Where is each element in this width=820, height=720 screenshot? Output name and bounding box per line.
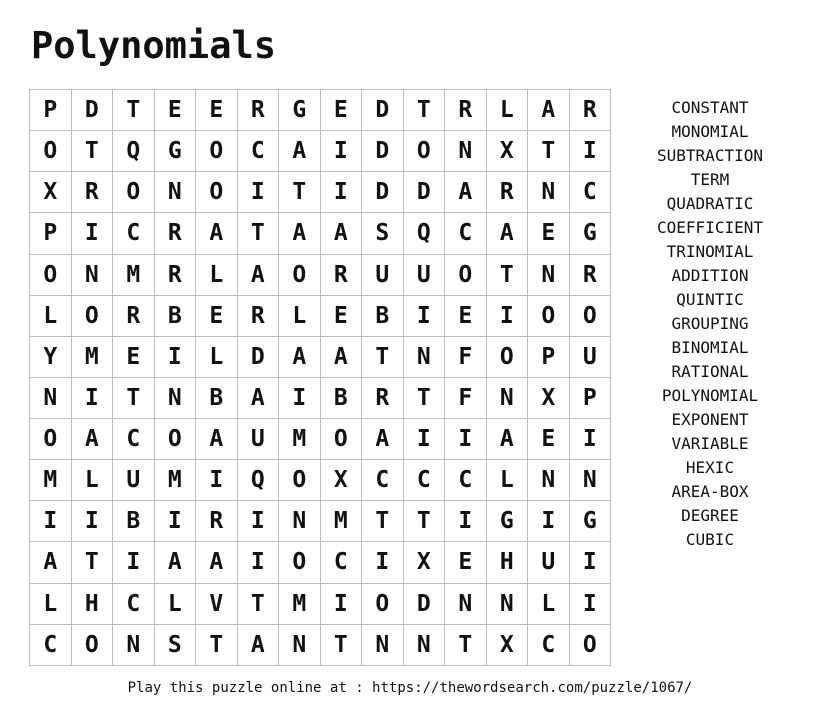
grid-cell: P [570, 378, 612, 419]
grid-cell: M [279, 584, 321, 625]
grid-cell: C [528, 625, 570, 666]
grid-cell: E [528, 213, 570, 254]
grid-cell: T [238, 584, 280, 625]
grid-cell: R [155, 255, 197, 296]
grid-cell: D [362, 172, 404, 213]
grid-cell: O [279, 542, 321, 583]
grid-cell: D [238, 337, 280, 378]
grid-cell: R [487, 172, 529, 213]
grid-cell: M [155, 460, 197, 501]
grid-cell: E [321, 90, 363, 131]
grid-cell: I [238, 542, 280, 583]
grid-cell: C [362, 460, 404, 501]
grid-cell: U [570, 337, 612, 378]
grid-cell: F [445, 378, 487, 419]
grid-cell: G [279, 90, 321, 131]
grid-cell: A [30, 542, 72, 583]
word-list-item: ADDITION [671, 266, 749, 285]
grid-cell: O [445, 255, 487, 296]
grid-cell: T [196, 625, 238, 666]
grid-cell: N [113, 625, 155, 666]
grid-cell: T [113, 378, 155, 419]
grid-cell: T [362, 337, 404, 378]
grid-cell: Y [30, 337, 72, 378]
grid-cell: C [445, 213, 487, 254]
grid-cell: X [404, 542, 446, 583]
grid-cell: M [72, 337, 114, 378]
grid-cell: U [238, 419, 280, 460]
grid-cell: A [279, 337, 321, 378]
grid-cell: O [528, 296, 570, 337]
grid-cell: Q [238, 460, 280, 501]
grid-cell: A [238, 378, 280, 419]
grid-cell: O [570, 296, 612, 337]
grid-cell: I [155, 501, 197, 542]
word-list-item: QUINTIC [676, 290, 744, 309]
grid-cell: R [155, 213, 197, 254]
grid-cell: A [72, 419, 114, 460]
footer-text: Play this puzzle online at : https://thewordsearch.com/puzzle/1067/ [127, 680, 693, 696]
grid-cell: H [487, 542, 529, 583]
grid-cell: T [321, 625, 363, 666]
grid-cell: M [279, 419, 321, 460]
grid-cell: I [528, 501, 570, 542]
grid-cell: R [445, 90, 487, 131]
word-list-item: AREA-BOX [671, 482, 749, 501]
grid-cell: U [528, 542, 570, 583]
grid-cell: L [30, 584, 72, 625]
grid-cell: I [72, 378, 114, 419]
grid-cell: A [487, 419, 529, 460]
grid-cell: N [279, 625, 321, 666]
grid-cell: A [238, 625, 280, 666]
letter-grid [29, 89, 611, 666]
grid-cell: A [445, 172, 487, 213]
grid-cell: T [72, 131, 114, 172]
grid-cell: E [196, 296, 238, 337]
grid-cell: L [30, 296, 72, 337]
grid-cell: C [113, 213, 155, 254]
grid-cell: N [362, 625, 404, 666]
grid-cell: N [528, 460, 570, 501]
grid-cell: E [528, 419, 570, 460]
grid-cell: N [404, 337, 446, 378]
grid-cell: T [404, 501, 446, 542]
grid-cell: A [279, 131, 321, 172]
grid-cell: N [155, 378, 197, 419]
grid-cell: T [279, 172, 321, 213]
grid-cell: M [321, 501, 363, 542]
grid-cell: O [487, 337, 529, 378]
grid-cell: T [404, 90, 446, 131]
grid-cell: D [362, 131, 404, 172]
word-list-item: TRINOMIAL [666, 242, 754, 261]
grid-cell: G [570, 501, 612, 542]
grid-cell: L [487, 90, 529, 131]
grid-cell: M [30, 460, 72, 501]
word-list-item: QUADRATIC [666, 194, 754, 213]
word-list-item: CUBIC [685, 530, 735, 549]
grid-cell: U [404, 255, 446, 296]
grid-cell: L [279, 296, 321, 337]
grid-cell: I [238, 501, 280, 542]
grid-cell: A [196, 213, 238, 254]
grid-cell: G [487, 501, 529, 542]
grid-cell: X [30, 172, 72, 213]
grid-cell: N [445, 131, 487, 172]
grid-cell: R [113, 296, 155, 337]
grid-cell: I [238, 172, 280, 213]
grid-cell: N [487, 584, 529, 625]
grid-cell: T [238, 213, 280, 254]
grid-cell: Q [113, 131, 155, 172]
grid-cell: B [321, 378, 363, 419]
word-list-item: VARIABLE [671, 434, 749, 453]
grid-cell: L [528, 584, 570, 625]
word-list [630, 96, 790, 552]
grid-cell: I [570, 584, 612, 625]
grid-cell: I [570, 131, 612, 172]
grid-cell: C [321, 542, 363, 583]
grid-cell: I [487, 296, 529, 337]
grid-cell: I [196, 460, 238, 501]
grid-cell: A [528, 90, 570, 131]
grid-cell: I [404, 296, 446, 337]
grid-cell: O [570, 625, 612, 666]
grid-cell: I [72, 501, 114, 542]
grid-cell: X [321, 460, 363, 501]
grid-cell: T [72, 542, 114, 583]
grid-cell: T [113, 90, 155, 131]
word-list-item: POLYNOMIAL [661, 386, 759, 405]
grid-cell: B [362, 296, 404, 337]
grid-cell: N [528, 172, 570, 213]
word-list-item: SUBTRACTION [657, 146, 763, 165]
grid-cell: R [196, 501, 238, 542]
grid-cell: Q [404, 213, 446, 254]
grid-cell: D [404, 584, 446, 625]
grid-cell: N [528, 255, 570, 296]
grid-cell: L [196, 337, 238, 378]
grid-cell: A [279, 213, 321, 254]
grid-cell: E [196, 90, 238, 131]
grid-cell: O [196, 172, 238, 213]
word-list-item: COEFFICIENT [657, 218, 763, 237]
grid-cell: N [279, 501, 321, 542]
grid-cell: P [30, 90, 72, 131]
grid-cell: T [404, 378, 446, 419]
grid-cell: R [570, 255, 612, 296]
grid-cell: C [113, 584, 155, 625]
grid-cell: A [238, 255, 280, 296]
word-list-item: HEXIC [685, 458, 735, 477]
grid-cell: O [30, 419, 72, 460]
word-list-item: GROUPING [671, 314, 749, 333]
grid-cell: R [72, 172, 114, 213]
grid-cell: I [321, 172, 363, 213]
grid-cell: A [155, 542, 197, 583]
grid-cell: O [30, 255, 72, 296]
grid-cell: O [196, 131, 238, 172]
grid-cell: O [321, 419, 363, 460]
grid-cell: B [155, 296, 197, 337]
grid-cell: I [279, 378, 321, 419]
word-list-item: TERM [690, 170, 730, 189]
grid-cell: E [321, 296, 363, 337]
grid-cell: C [30, 625, 72, 666]
grid-cell: A [321, 213, 363, 254]
grid-cell: O [279, 460, 321, 501]
grid-cell: X [487, 131, 529, 172]
grid-cell: P [30, 213, 72, 254]
grid-cell: E [445, 296, 487, 337]
grid-cell: C [404, 460, 446, 501]
grid-cell: I [362, 542, 404, 583]
grid-cell: X [528, 378, 570, 419]
grid-cell: E [155, 90, 197, 131]
grid-cell: O [404, 131, 446, 172]
grid-cell: R [362, 378, 404, 419]
grid-cell: I [30, 501, 72, 542]
grid-cell: O [30, 131, 72, 172]
grid-cell: R [570, 90, 612, 131]
grid-cell: R [238, 90, 280, 131]
grid-cell: F [445, 337, 487, 378]
grid-cell: L [487, 460, 529, 501]
grid-cell: I [321, 131, 363, 172]
page-title: Polynomials [31, 24, 277, 67]
grid-cell: N [72, 255, 114, 296]
grid-cell: N [155, 172, 197, 213]
grid-cell: A [321, 337, 363, 378]
grid-cell: I [570, 419, 612, 460]
grid-cell: O [279, 255, 321, 296]
grid-cell: I [570, 542, 612, 583]
grid-cell: T [528, 131, 570, 172]
grid-cell: D [362, 90, 404, 131]
grid-cell: L [196, 255, 238, 296]
grid-cell: T [487, 255, 529, 296]
grid-cell: R [321, 255, 363, 296]
grid-cell: L [155, 584, 197, 625]
word-list-item: BINOMIAL [671, 338, 749, 357]
grid-cell: V [196, 584, 238, 625]
grid-cell: L [72, 460, 114, 501]
grid-cell: E [113, 337, 155, 378]
word-list-item: RATIONAL [671, 362, 749, 381]
grid-cell: N [445, 584, 487, 625]
grid-cell: I [404, 419, 446, 460]
grid-cell: I [155, 337, 197, 378]
word-list-item: DEGREE [681, 506, 739, 525]
grid-cell: I [445, 501, 487, 542]
grid-cell: C [570, 172, 612, 213]
grid-cell: R [238, 296, 280, 337]
grid-cell: I [321, 584, 363, 625]
grid-cell: C [238, 131, 280, 172]
grid-cell: C [113, 419, 155, 460]
grid-cell: A [362, 419, 404, 460]
grid-cell: U [362, 255, 404, 296]
grid-cell: B [196, 378, 238, 419]
grid-cell: U [113, 460, 155, 501]
grid-cell: O [155, 419, 197, 460]
grid-cell: O [362, 584, 404, 625]
grid-cell: M [113, 255, 155, 296]
grid-cell: C [445, 460, 487, 501]
grid-cell: O [72, 296, 114, 337]
word-list-item: EXPONENT [671, 410, 749, 429]
grid-cell: S [155, 625, 197, 666]
grid-cell: I [113, 542, 155, 583]
grid-cell: I [445, 419, 487, 460]
grid-cell: G [570, 213, 612, 254]
grid-cell: I [72, 213, 114, 254]
grid-cell: D [72, 90, 114, 131]
grid-cell: T [362, 501, 404, 542]
grid-cell: N [30, 378, 72, 419]
grid-cell: N [404, 625, 446, 666]
word-list-item: CONSTANT [671, 98, 749, 117]
grid-cell: X [487, 625, 529, 666]
grid-cell: A [487, 213, 529, 254]
grid-cell: A [196, 419, 238, 460]
grid-cell: D [404, 172, 446, 213]
grid-cell: B [113, 501, 155, 542]
grid-cell: N [487, 378, 529, 419]
grid-cell: P [528, 337, 570, 378]
grid-cell: N [570, 460, 612, 501]
grid-cell: O [113, 172, 155, 213]
grid-cell: T [445, 625, 487, 666]
grid-cell: H [72, 584, 114, 625]
grid-cell: G [155, 131, 197, 172]
grid-cell: S [362, 213, 404, 254]
grid-cell: A [196, 542, 238, 583]
grid-cell: O [72, 625, 114, 666]
grid-cell: E [445, 542, 487, 583]
word-list-item: MONOMIAL [671, 122, 749, 141]
